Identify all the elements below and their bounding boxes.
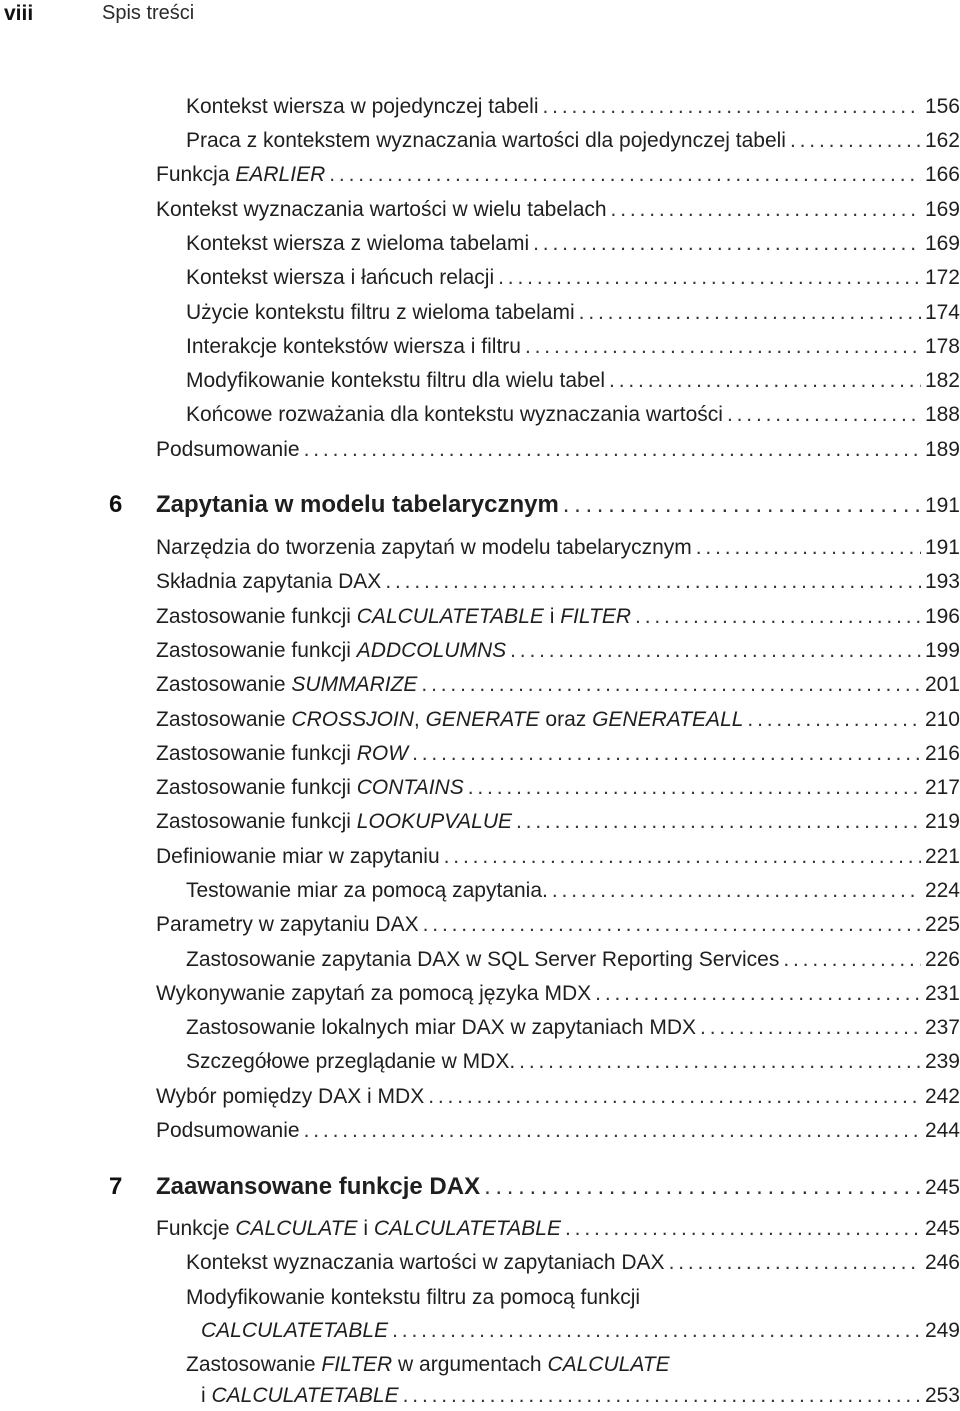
toc-page-number: 174 [924, 301, 960, 324]
toc-entry[interactable]: Kontekst wiersza w pojedynczej tabeli . . . 156 [186, 92, 960, 122]
toc-page-number: 162 [924, 129, 960, 152]
toc-entry[interactable]: Wybór pomiędzy DAX i MDX . . . 242 [156, 1082, 960, 1112]
running-head [0, 0, 960, 34]
toc-page-number: 225 [924, 913, 960, 936]
toc-page-number: 191 [924, 536, 960, 559]
chapter-number: 6 [109, 491, 123, 518]
toc-entry[interactable]: Zastosowanie zapytania DAX w SQL Server Reporting Services . . . 226 [186, 945, 960, 975]
toc-entry[interactable]: Interakcje kontekstów wiersza i filtru . . . 178 [186, 332, 960, 362]
toc-entry[interactable]: Zastosowanie CROSSJOIN, GENERATE oraz GENERATEALL . . . 210 [156, 705, 960, 735]
toc-page-number: 199 [924, 639, 960, 662]
toc-page-number: 245 [924, 1217, 960, 1240]
toc-page-number: 210 [924, 708, 960, 731]
toc-page-number: 224 [924, 879, 960, 902]
toc-entry[interactable]: Kontekst wyznaczania wartości w wielu tabelach . . . 169 [156, 195, 960, 225]
toc-entry[interactable]: Narzędzia do tworzenia zapytań w modelu tabelarycznym . . . 191 [156, 533, 960, 563]
toc-page-number: 253 [924, 1384, 960, 1407]
toc-page-number: 246 [924, 1251, 960, 1274]
toc-entry[interactable]: Parametry w zapytaniu DAX . . . 225 [156, 910, 960, 940]
toc-page-number: 239 [924, 1050, 960, 1073]
toc-entry[interactable]: Modyfikowanie kontekstu filtru dla wielu tabel . . . 182 [186, 366, 960, 396]
toc-page-number: 237 [924, 1016, 960, 1039]
toc-page-number: 182 [924, 369, 960, 392]
toc-entry[interactable]: Zastosowanie funkcji ADDCOLUMNS . . . 199 [156, 636, 960, 666]
chapter-number: 7 [109, 1173, 123, 1200]
toc-page-number: 172 [924, 266, 960, 289]
toc-page-number: 244 [924, 1119, 960, 1142]
toc-page-number: 219 [924, 810, 960, 833]
toc-entry[interactable]: Zastosowanie funkcji LOOKUPVALUE . . . 219 [156, 807, 960, 837]
toc-page-number: 217 [924, 776, 960, 799]
toc-entry[interactable]: Zastosowanie funkcji ROW . . . 216 [156, 739, 960, 769]
toc-entry-line: Modyfikowanie kontekstu filtru za pomocą funkcji [186, 1286, 641, 1309]
toc-page-number: 156 [924, 95, 960, 118]
toc-entry[interactable]: Zastosowanie funkcji CALCULATETABLE i FILTER . . . 196 [156, 602, 960, 632]
toc-page-number: 178 [924, 335, 960, 358]
toc-entry[interactable]: Zastosowanie lokalnych miar DAX w zapytaniach MDX . . . 237 [186, 1013, 960, 1043]
toc-chapter-entry[interactable]: Zapytania w modelu tabelarycznym . . . 191 [156, 490, 960, 521]
running-head-title: Spis treści [102, 2, 195, 24]
toc-entry-line: Zastosowanie FILTER w argumentach CALCULATE [186, 1353, 670, 1376]
toc-page-number: 221 [924, 845, 960, 868]
toc-entry[interactable]: Końcowe rozważania dla kontekstu wyznaczania wartości . . . 188 [186, 400, 960, 430]
toc-entry[interactable]: Zastosowanie funkcji CONTAINS . . . 217 [156, 773, 960, 803]
toc-page-number: 242 [924, 1085, 960, 1108]
toc-page-number: 169 [924, 198, 960, 221]
toc-page-number: 189 [924, 438, 960, 461]
toc-page-number: 169 [924, 232, 960, 255]
toc-entry[interactable]: Kontekst wiersza i łańcuch relacji . . . 172 [186, 263, 960, 293]
toc-entry[interactable]: Funkcja EARLIER . . . 166 [156, 160, 960, 190]
toc-page-number: 188 [924, 403, 960, 426]
toc-entry[interactable]: Podsumowanie . . . 244 [156, 1116, 960, 1146]
toc-entry[interactable]: Testowanie miar za pomocą zapytania. . . . 224 [186, 876, 960, 906]
toc-entry[interactable]: Funkcje CALCULATE i CALCULATETABLE . . . 245 [156, 1214, 960, 1244]
toc-entry[interactable]: Praca z kontekstem wyznaczania wartości dla pojedynczej tabeli . . . 162 [186, 126, 960, 156]
toc-entry[interactable]: Składnia zapytania DAX . . . 193 [156, 567, 960, 597]
toc-page-number: 216 [924, 742, 960, 765]
toc-entry[interactable]: Kontekst wyznaczania wartości w zapytaniach DAX . . . 246 [186, 1248, 960, 1278]
toc-page-number: 196 [924, 605, 960, 628]
toc-page-number: 226 [924, 948, 960, 971]
toc-page-number: 245 [924, 1176, 960, 1199]
toc-chapter-entry[interactable]: Zaawansowane funkcje DAX . . . 245 [156, 1172, 960, 1203]
toc-page-number: 191 [924, 494, 960, 517]
toc-entry[interactable]: Kontekst wiersza z wieloma tabelami . . . 169 [186, 229, 960, 259]
toc-page-number: 193 [924, 570, 960, 593]
page-number: viii [4, 2, 34, 25]
toc-entry[interactable]: Użycie kontekstu filtru z wieloma tabelami . . . 174 [186, 298, 960, 328]
toc-page-number: 249 [924, 1319, 960, 1342]
toc-entry[interactable]: CALCULATETABLE . . . 249 [201, 1316, 960, 1346]
toc-entry[interactable]: Definiowanie miar w zapytaniu . . . 221 [156, 842, 960, 872]
toc-entry[interactable]: Zastosowanie SUMMARIZE . . . 201 [156, 670, 960, 700]
toc-entry[interactable]: Szczegółowe przeglądanie w MDX. . . . 239 [186, 1047, 960, 1077]
toc-page-number: 231 [924, 982, 960, 1005]
toc-page-number: 201 [924, 673, 960, 696]
toc-page-number: 166 [924, 163, 960, 186]
toc-entry[interactable]: Podsumowanie . . . 189 [156, 435, 960, 465]
toc-entry[interactable]: i CALCULATETABLE . . . 253 [201, 1381, 960, 1411]
toc-entry[interactable]: Wykonywanie zapytań za pomocą języka MDX . . . 231 [156, 979, 960, 1009]
